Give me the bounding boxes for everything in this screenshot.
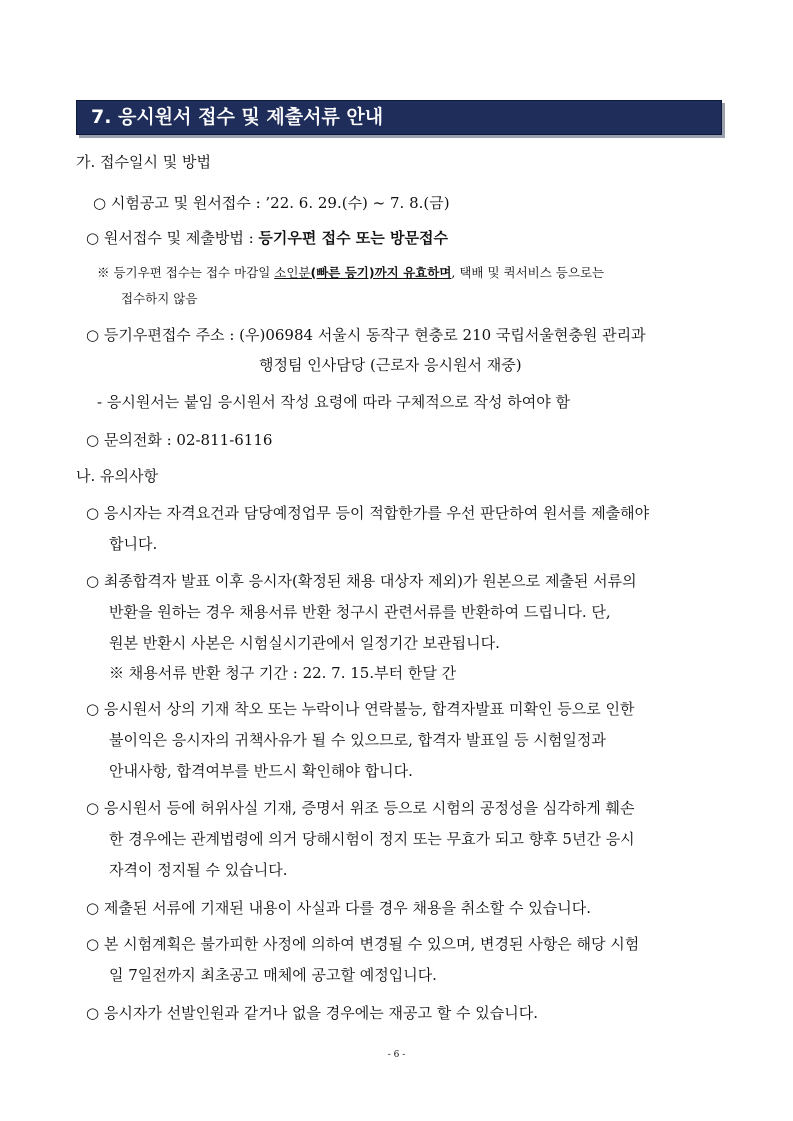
form-instruction: - 응시원서는 붙임 응시원서 작성 요령에 따라 구체적으로 작성 하여야 함 (97, 393, 570, 411)
note-suffix: , 택배 및 퀵서비스 등으로는 (451, 265, 605, 280)
notice-item-4-line-2: 한 경우에는 관계법령에 의거 당해시험이 정지 또는 무효가 되고 향후 5년간 응시 (109, 830, 635, 848)
section-title-bar (76, 100, 722, 135)
notice-item-6-line-1: ○ 본 시험계획은 불가피한 사정에 의하여 변경될 수 있으며, 변경된 사항은 해당 시험 (86, 935, 640, 953)
notice-item-1-line-2: 합니다. (109, 535, 158, 553)
notice-item-4-line-3: 자격이 정지될 수 있습니다. (109, 861, 288, 879)
return-period-note: ※ 채용서류 반환 청구 기간 : 22. 7. 15.부터 한달 간 (109, 664, 457, 682)
note-underline-plain: 소인분 (274, 265, 311, 280)
note-underline-bold: (빠른 등기)까지 유효하며 (310, 265, 452, 280)
registered-mail-note-line2: 접수하지 않음 (121, 291, 198, 306)
notice-item-2-line-3: 원본 반환시 사본은 시험실시기관에서 일정기간 보관됩니다. (109, 634, 500, 652)
method-line (86, 228, 448, 248)
note-prefix: ※ 등기우편 접수는 접수 마감일 (97, 265, 275, 280)
page-number: - 6 - (387, 1050, 406, 1060)
notice-item-5: ○ 제출된 서류에 기재된 내용이 사실과 다를 경우 채용을 취소할 수 있습니다. (86, 899, 592, 917)
notice-item-2-line-1: ○ 최종합격자 발표 이후 응시자(확정된 채용 대상자 제외)가 원본으로 제출된 서류의 (86, 572, 637, 590)
notice-item-1-line-1: ○ 응시자는 자격요건과 담당예정업무 등이 적합한가를 우선 판단하여 원서를 제출해야 (86, 504, 650, 522)
notice-item-6-line-2: 일 7일전까지 최초공고 매체에 공고할 예정입니다. (109, 966, 437, 984)
address-line-2: 행정팀 인사담당 (근로자 응시원서 재중) (259, 356, 522, 374)
notice-item-3-line-2: 불이익은 응시자의 귀책사유가 될 수 있으므로, 합격자 발표일 등 시험일정과 (109, 731, 606, 749)
address-line-1: ○ 등기우편접수 주소 : (우)06984 서울시 동작구 현충로 210 국립서울현충원 관리과 (86, 326, 646, 344)
notice-item-3-line-3: 안내사항, 합격여부를 반드시 확인해야 합니다. (109, 762, 413, 780)
method-label: ○ 원서접수 및 제출방법 : (86, 229, 259, 247)
method-value: 등기우편 접수 또는 방문접수 (258, 229, 448, 247)
schedule-line: ○ 시험공고 및 원서접수 : ’22. 6. 29.(수) ~ 7. 8.(금) (93, 194, 450, 212)
section-title: 7. 응시원서 접수 및 제출서류 안내 (91, 106, 384, 128)
notice-item-7: ○ 응시자가 선발인원과 같거나 없을 경우에는 재공고 할 수 있습니다. (86, 1004, 539, 1022)
registered-mail-note (97, 264, 604, 281)
notice-item-4-line-1: ○ 응시원서 등에 허위사실 기재, 증명서 위조 등으로 시험의 공정성을 심각하게 훼손 (86, 799, 635, 817)
notice-item-3-line-1: ○ 응시원서 상의 기재 착오 또는 누락이나 연락불능, 합격자발표 미확인 등으로 인한 (86, 700, 635, 718)
part-a-heading: 가. 접수일시 및 방법 (76, 153, 211, 171)
notice-item-2-line-2: 반환을 원하는 경우 채용서류 반환 청구시 관련서류를 반환하여 드립니다. 단, (109, 603, 611, 621)
contact-phone: ○ 문의전화 : 02-811-6116 (86, 431, 273, 449)
part-b-heading: 나. 유의사항 (76, 467, 158, 485)
